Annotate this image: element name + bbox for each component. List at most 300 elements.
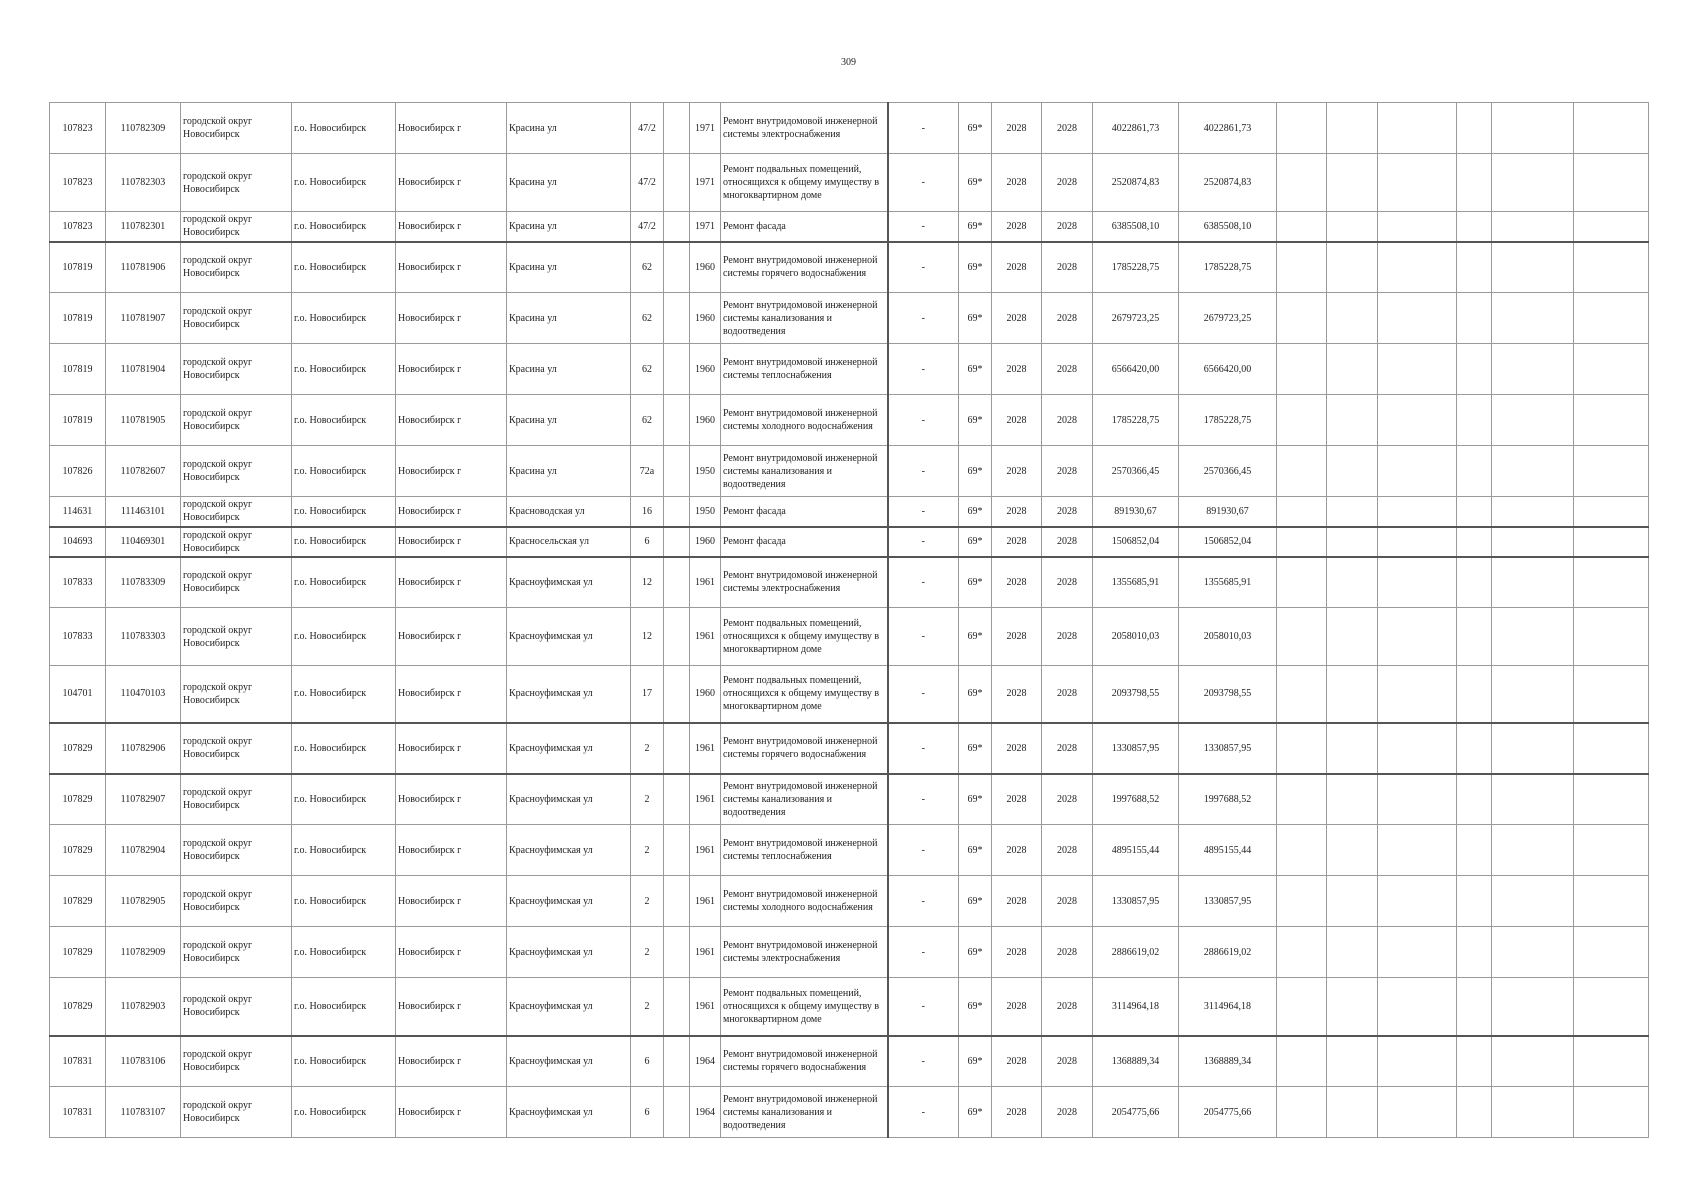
object-id-cell: 107823 xyxy=(50,103,106,154)
plan-year-end-cell: 2028 xyxy=(1042,527,1093,557)
norm-cell: 69* xyxy=(959,774,992,825)
district-cell: г.о. Новосибирск xyxy=(292,212,396,242)
building-cell xyxy=(664,242,690,293)
total-cost-cell: 6385508,10 xyxy=(1179,212,1277,242)
empty-cell xyxy=(1327,242,1378,293)
cost-cell: 2093798,55 xyxy=(1093,666,1179,723)
empty-cell xyxy=(1277,344,1327,395)
cost-cell: 1355685,91 xyxy=(1093,557,1179,608)
empty-cell xyxy=(1327,395,1378,446)
house-number-cell: 47/2 xyxy=(631,103,664,154)
empty-cell xyxy=(1327,212,1378,242)
house-number-cell: 6 xyxy=(631,1036,664,1087)
work-type-cell: Ремонт внутридомовой инженерной системы холодного водоснабжения xyxy=(721,876,888,927)
street-cell: Красноуфимская ул xyxy=(507,825,631,876)
object-id-cell: 107833 xyxy=(50,608,106,666)
norm-cell: 69* xyxy=(959,927,992,978)
plan-year-end-cell: 2028 xyxy=(1042,212,1093,242)
municipality-cell: городской округ Новосибирск xyxy=(181,395,292,446)
table-row xyxy=(50,666,1649,723)
table-row xyxy=(50,1036,1649,1087)
city-cell: Новосибирск г xyxy=(396,927,507,978)
work-type-cell: Ремонт внутридомовой инженерной системы электроснабжения xyxy=(721,927,888,978)
plan-year-end-cell: 2028 xyxy=(1042,608,1093,666)
empty-cell xyxy=(1378,723,1457,774)
work-code-cell: 110783106 xyxy=(106,1036,181,1087)
empty-cell xyxy=(1277,825,1327,876)
house-number-cell: 62 xyxy=(631,344,664,395)
district-cell: г.о. Новосибирск xyxy=(292,1036,396,1087)
house-number-cell: 2 xyxy=(631,978,664,1036)
plan-year-end-cell: 2028 xyxy=(1042,344,1093,395)
empty-cell xyxy=(1574,103,1649,154)
dash-cell: - xyxy=(888,876,959,927)
city-cell: Новосибирск г xyxy=(396,154,507,212)
cost-cell: 3114964,18 xyxy=(1093,978,1179,1036)
empty-cell xyxy=(1492,825,1574,876)
plan-year-start-cell: 2028 xyxy=(992,446,1042,497)
empty-cell xyxy=(1492,527,1574,557)
district-cell: г.о. Новосибирск xyxy=(292,876,396,927)
empty-cell xyxy=(1378,293,1457,344)
object-id-cell: 107826 xyxy=(50,446,106,497)
city-cell: Новосибирск г xyxy=(396,876,507,927)
build-year-cell: 1971 xyxy=(690,154,721,212)
empty-cell xyxy=(1378,1036,1457,1087)
work-code-cell: 110781905 xyxy=(106,395,181,446)
city-cell: Новосибирск г xyxy=(396,723,507,774)
empty-cell xyxy=(1277,497,1327,527)
empty-cell xyxy=(1327,608,1378,666)
street-cell: Красноуфимская ул xyxy=(507,1087,631,1138)
municipality-cell: городской округ Новосибирск xyxy=(181,527,292,557)
table-row xyxy=(50,242,1649,293)
empty-cell xyxy=(1492,293,1574,344)
city-cell: Новосибирск г xyxy=(396,1087,507,1138)
dash-cell: - xyxy=(888,1036,959,1087)
municipality-cell: городской округ Новосибирск xyxy=(181,666,292,723)
table-row xyxy=(50,825,1649,876)
house-number-cell: 62 xyxy=(631,395,664,446)
work-code-cell: 110781907 xyxy=(106,293,181,344)
empty-cell xyxy=(1378,978,1457,1036)
build-year-cell: 1971 xyxy=(690,103,721,154)
empty-cell xyxy=(1574,154,1649,212)
house-number-cell: 16 xyxy=(631,497,664,527)
empty-cell xyxy=(1574,293,1649,344)
total-cost-cell: 2886619,02 xyxy=(1179,927,1277,978)
work-type-cell: Ремонт внутридомовой инженерной системы канализования и водоотведения xyxy=(721,1087,888,1138)
total-cost-cell: 891930,67 xyxy=(1179,497,1277,527)
municipality-cell: городской округ Новосибирск xyxy=(181,344,292,395)
street-cell: Красноуфимская ул xyxy=(507,774,631,825)
object-id-cell: 107829 xyxy=(50,978,106,1036)
empty-cell xyxy=(1277,927,1327,978)
empty-cell xyxy=(1327,723,1378,774)
cost-cell: 1506852,04 xyxy=(1093,527,1179,557)
object-id-cell: 104693 xyxy=(50,527,106,557)
empty-cell xyxy=(1574,212,1649,242)
plan-year-start-cell: 2028 xyxy=(992,723,1042,774)
empty-cell xyxy=(1457,774,1492,825)
house-number-cell: 72а xyxy=(631,446,664,497)
object-id-cell: 107831 xyxy=(50,1036,106,1087)
empty-cell xyxy=(1457,666,1492,723)
table-row xyxy=(50,774,1649,825)
house-number-cell: 6 xyxy=(631,527,664,557)
work-type-cell: Ремонт внутридомовой инженерной системы горячего водоснабжения xyxy=(721,723,888,774)
plan-year-end-cell: 2028 xyxy=(1042,876,1093,927)
empty-cell xyxy=(1378,825,1457,876)
district-cell: г.о. Новосибирск xyxy=(292,666,396,723)
object-id-cell: 107829 xyxy=(50,774,106,825)
dash-cell: - xyxy=(888,242,959,293)
total-cost-cell: 6566420,00 xyxy=(1179,344,1277,395)
empty-cell xyxy=(1277,527,1327,557)
empty-cell xyxy=(1574,825,1649,876)
empty-cell xyxy=(1327,1087,1378,1138)
district-cell: г.о. Новосибирск xyxy=(292,242,396,293)
plan-year-end-cell: 2028 xyxy=(1042,103,1093,154)
dash-cell: - xyxy=(888,103,959,154)
object-id-cell: 107819 xyxy=(50,344,106,395)
empty-cell xyxy=(1457,1087,1492,1138)
plan-year-start-cell: 2028 xyxy=(992,557,1042,608)
house-number-cell: 12 xyxy=(631,608,664,666)
total-cost-cell: 1330857,95 xyxy=(1179,876,1277,927)
object-id-cell: 107831 xyxy=(50,1087,106,1138)
norm-cell: 69* xyxy=(959,825,992,876)
cost-cell: 2520874,83 xyxy=(1093,154,1179,212)
district-cell: г.о. Новосибирск xyxy=(292,103,396,154)
house-number-cell: 12 xyxy=(631,557,664,608)
district-cell: г.о. Новосибирск xyxy=(292,395,396,446)
building-cell xyxy=(664,344,690,395)
norm-cell: 69* xyxy=(959,527,992,557)
plan-year-start-cell: 2028 xyxy=(992,344,1042,395)
empty-cell xyxy=(1492,927,1574,978)
empty-cell xyxy=(1492,242,1574,293)
total-cost-cell: 2570366,45 xyxy=(1179,446,1277,497)
empty-cell xyxy=(1492,876,1574,927)
empty-cell xyxy=(1327,876,1378,927)
norm-cell: 69* xyxy=(959,666,992,723)
total-cost-cell: 2058010,03 xyxy=(1179,608,1277,666)
work-code-cell: 110782303 xyxy=(106,154,181,212)
empty-cell xyxy=(1574,876,1649,927)
object-id-cell: 107819 xyxy=(50,242,106,293)
norm-cell: 69* xyxy=(959,608,992,666)
empty-cell xyxy=(1277,1087,1327,1138)
object-id-cell: 107823 xyxy=(50,212,106,242)
work-code-cell: 110782904 xyxy=(106,825,181,876)
cost-cell: 1330857,95 xyxy=(1093,876,1179,927)
house-number-cell: 47/2 xyxy=(631,212,664,242)
empty-cell xyxy=(1574,242,1649,293)
empty-cell xyxy=(1492,978,1574,1036)
cost-cell: 1997688,52 xyxy=(1093,774,1179,825)
building-cell xyxy=(664,774,690,825)
plan-year-start-cell: 2028 xyxy=(992,1036,1042,1087)
build-year-cell: 1961 xyxy=(690,825,721,876)
work-code-cell: 110469301 xyxy=(106,527,181,557)
empty-cell xyxy=(1457,293,1492,344)
empty-cell xyxy=(1378,557,1457,608)
cost-cell: 4022861,73 xyxy=(1093,103,1179,154)
build-year-cell: 1961 xyxy=(690,876,721,927)
work-code-cell: 110782607 xyxy=(106,446,181,497)
cost-cell: 6566420,00 xyxy=(1093,344,1179,395)
norm-cell: 69* xyxy=(959,154,992,212)
cost-cell: 4895155,44 xyxy=(1093,825,1179,876)
municipality-cell: городской округ Новосибирск xyxy=(181,1087,292,1138)
municipality-cell: городской округ Новосибирск xyxy=(181,446,292,497)
municipality-cell: городской округ Новосибирск xyxy=(181,1036,292,1087)
municipality-cell: городской округ Новосибирск xyxy=(181,212,292,242)
street-cell: Красина ул xyxy=(507,293,631,344)
house-number-cell: 2 xyxy=(631,927,664,978)
total-cost-cell: 1368889,34 xyxy=(1179,1036,1277,1087)
total-cost-cell: 1997688,52 xyxy=(1179,774,1277,825)
norm-cell: 69* xyxy=(959,212,992,242)
work-type-cell: Ремонт фасада xyxy=(721,212,888,242)
plan-year-end-cell: 2028 xyxy=(1042,723,1093,774)
house-number-cell: 2 xyxy=(631,723,664,774)
plan-year-end-cell: 2028 xyxy=(1042,395,1093,446)
total-cost-cell: 1355685,91 xyxy=(1179,557,1277,608)
norm-cell: 69* xyxy=(959,723,992,774)
empty-cell xyxy=(1327,927,1378,978)
empty-cell xyxy=(1378,1087,1457,1138)
dash-cell: - xyxy=(888,978,959,1036)
work-code-cell: 110781904 xyxy=(106,344,181,395)
district-cell: г.о. Новосибирск xyxy=(292,927,396,978)
empty-cell xyxy=(1277,212,1327,242)
municipality-cell: городской округ Новосибирск xyxy=(181,723,292,774)
work-code-cell: 110470103 xyxy=(106,666,181,723)
street-cell: Красносельская ул xyxy=(507,527,631,557)
object-id-cell: 114631 xyxy=(50,497,106,527)
empty-cell xyxy=(1327,293,1378,344)
build-year-cell: 1964 xyxy=(690,1036,721,1087)
empty-cell xyxy=(1492,608,1574,666)
building-cell xyxy=(664,927,690,978)
empty-cell xyxy=(1492,212,1574,242)
empty-cell xyxy=(1457,103,1492,154)
city-cell: Новосибирск г xyxy=(396,666,507,723)
empty-cell xyxy=(1492,723,1574,774)
total-cost-cell: 2093798,55 xyxy=(1179,666,1277,723)
plan-year-start-cell: 2028 xyxy=(992,1087,1042,1138)
district-cell: г.о. Новосибирск xyxy=(292,774,396,825)
municipality-cell: городской округ Новосибирск xyxy=(181,497,292,527)
cost-cell: 1785228,75 xyxy=(1093,395,1179,446)
build-year-cell: 1960 xyxy=(690,527,721,557)
table-row xyxy=(50,876,1649,927)
cost-cell: 2054775,66 xyxy=(1093,1087,1179,1138)
municipality-cell: городской округ Новосибирск xyxy=(181,978,292,1036)
work-type-cell: Ремонт внутридомовой инженерной системы канализования и водоотведения xyxy=(721,293,888,344)
city-cell: Новосибирск г xyxy=(396,344,507,395)
house-number-cell: 2 xyxy=(631,876,664,927)
empty-cell xyxy=(1457,608,1492,666)
plan-year-end-cell: 2028 xyxy=(1042,825,1093,876)
empty-cell xyxy=(1492,557,1574,608)
empty-cell xyxy=(1457,497,1492,527)
dash-cell: - xyxy=(888,527,959,557)
empty-cell xyxy=(1457,395,1492,446)
municipality-cell: городской округ Новосибирск xyxy=(181,825,292,876)
district-cell: г.о. Новосибирск xyxy=(292,608,396,666)
total-cost-cell: 1330857,95 xyxy=(1179,723,1277,774)
empty-cell xyxy=(1277,103,1327,154)
house-number-cell: 62 xyxy=(631,242,664,293)
norm-cell: 69* xyxy=(959,446,992,497)
work-type-cell: Ремонт внутридомовой инженерной системы горячего водоснабжения xyxy=(721,242,888,293)
empty-cell xyxy=(1574,666,1649,723)
empty-cell xyxy=(1574,344,1649,395)
empty-cell xyxy=(1277,876,1327,927)
norm-cell: 69* xyxy=(959,1087,992,1138)
empty-cell xyxy=(1378,344,1457,395)
cost-cell: 891930,67 xyxy=(1093,497,1179,527)
build-year-cell: 1960 xyxy=(690,242,721,293)
build-year-cell: 1961 xyxy=(690,723,721,774)
building-cell xyxy=(664,825,690,876)
dash-cell: - xyxy=(888,212,959,242)
building-cell xyxy=(664,557,690,608)
table-row xyxy=(50,497,1649,527)
cost-cell: 1368889,34 xyxy=(1093,1036,1179,1087)
norm-cell: 69* xyxy=(959,344,992,395)
city-cell: Новосибирск г xyxy=(396,497,507,527)
street-cell: Красина ул xyxy=(507,446,631,497)
empty-cell xyxy=(1327,103,1378,154)
empty-cell xyxy=(1492,446,1574,497)
build-year-cell: 1961 xyxy=(690,557,721,608)
empty-cell xyxy=(1327,1036,1378,1087)
plan-year-end-cell: 2028 xyxy=(1042,446,1093,497)
empty-cell xyxy=(1378,608,1457,666)
work-code-cell: 110782309 xyxy=(106,103,181,154)
cost-cell: 2570366,45 xyxy=(1093,446,1179,497)
municipality-cell: городской округ Новосибирск xyxy=(181,242,292,293)
plan-year-end-cell: 2028 xyxy=(1042,1036,1093,1087)
district-cell: г.о. Новосибирск xyxy=(292,723,396,774)
empty-cell xyxy=(1327,557,1378,608)
empty-cell xyxy=(1457,927,1492,978)
city-cell: Новосибирск г xyxy=(396,293,507,344)
object-id-cell: 107833 xyxy=(50,557,106,608)
empty-cell xyxy=(1457,212,1492,242)
table-row xyxy=(50,103,1649,154)
empty-cell xyxy=(1277,723,1327,774)
empty-cell xyxy=(1574,395,1649,446)
build-year-cell: 1960 xyxy=(690,395,721,446)
work-type-cell: Ремонт внутридомовой инженерной системы холодного водоснабжения xyxy=(721,395,888,446)
empty-cell xyxy=(1457,557,1492,608)
plan-year-start-cell: 2028 xyxy=(992,395,1042,446)
empty-cell xyxy=(1574,723,1649,774)
city-cell: Новосибирск г xyxy=(396,242,507,293)
work-code-cell: 110782907 xyxy=(106,774,181,825)
empty-cell xyxy=(1378,666,1457,723)
empty-cell xyxy=(1378,242,1457,293)
dash-cell: - xyxy=(888,1087,959,1138)
norm-cell: 69* xyxy=(959,557,992,608)
building-cell xyxy=(664,293,690,344)
empty-cell xyxy=(1327,774,1378,825)
empty-cell xyxy=(1378,927,1457,978)
street-cell: Красноуфимская ул xyxy=(507,978,631,1036)
norm-cell: 69* xyxy=(959,978,992,1036)
building-cell xyxy=(664,978,690,1036)
empty-cell xyxy=(1457,446,1492,497)
build-year-cell: 1961 xyxy=(690,978,721,1036)
building-cell xyxy=(664,527,690,557)
dash-cell: - xyxy=(888,557,959,608)
plan-year-end-cell: 2028 xyxy=(1042,774,1093,825)
work-type-cell: Ремонт внутридомовой инженерной системы электроснабжения xyxy=(721,557,888,608)
dash-cell: - xyxy=(888,395,959,446)
empty-cell xyxy=(1457,154,1492,212)
work-code-cell: 111463101 xyxy=(106,497,181,527)
work-type-cell: Ремонт подвальных помещений, относящихся к общему имуществу в многоквартирном доме xyxy=(721,154,888,212)
district-cell: г.о. Новосибирск xyxy=(292,978,396,1036)
work-type-cell: Ремонт внутридомовой инженерной системы канализования и водоотведения xyxy=(721,446,888,497)
empty-cell xyxy=(1457,876,1492,927)
work-type-cell: Ремонт подвальных помещений, относящихся к общему имуществу в многоквартирном доме xyxy=(721,608,888,666)
street-cell: Красноуфимская ул xyxy=(507,608,631,666)
plan-year-start-cell: 2028 xyxy=(992,212,1042,242)
object-id-cell: 107819 xyxy=(50,293,106,344)
dash-cell: - xyxy=(888,154,959,212)
district-cell: г.о. Новосибирск xyxy=(292,1087,396,1138)
work-type-cell: Ремонт внутридомовой инженерной системы теплоснабжения xyxy=(721,825,888,876)
empty-cell xyxy=(1574,1036,1649,1087)
city-cell: Новосибирск г xyxy=(396,1036,507,1087)
city-cell: Новосибирск г xyxy=(396,103,507,154)
work-code-cell: 110783303 xyxy=(106,608,181,666)
plan-year-end-cell: 2028 xyxy=(1042,927,1093,978)
build-year-cell: 1960 xyxy=(690,344,721,395)
object-id-cell: 107829 xyxy=(50,825,106,876)
work-code-cell: 110781906 xyxy=(106,242,181,293)
building-cell xyxy=(664,876,690,927)
empty-cell xyxy=(1327,497,1378,527)
city-cell: Новосибирск г xyxy=(396,557,507,608)
norm-cell: 69* xyxy=(959,293,992,344)
empty-cell xyxy=(1378,395,1457,446)
municipality-cell: городской округ Новосибирск xyxy=(181,293,292,344)
work-code-cell: 110782903 xyxy=(106,978,181,1036)
house-number-cell: 47/2 xyxy=(631,154,664,212)
house-number-cell: 2 xyxy=(631,825,664,876)
street-cell: Красноуфимская ул xyxy=(507,876,631,927)
plan-year-start-cell: 2028 xyxy=(992,876,1042,927)
municipality-cell: городской округ Новосибирск xyxy=(181,154,292,212)
table-row xyxy=(50,344,1649,395)
plan-year-start-cell: 2028 xyxy=(992,527,1042,557)
work-type-cell: Ремонт внутридомовой инженерной системы теплоснабжения xyxy=(721,344,888,395)
dash-cell: - xyxy=(888,608,959,666)
city-cell: Новосибирск г xyxy=(396,978,507,1036)
house-number-cell: 6 xyxy=(631,1087,664,1138)
building-cell xyxy=(664,1036,690,1087)
object-id-cell: 107829 xyxy=(50,927,106,978)
empty-cell xyxy=(1574,1087,1649,1138)
total-cost-cell: 1506852,04 xyxy=(1179,527,1277,557)
